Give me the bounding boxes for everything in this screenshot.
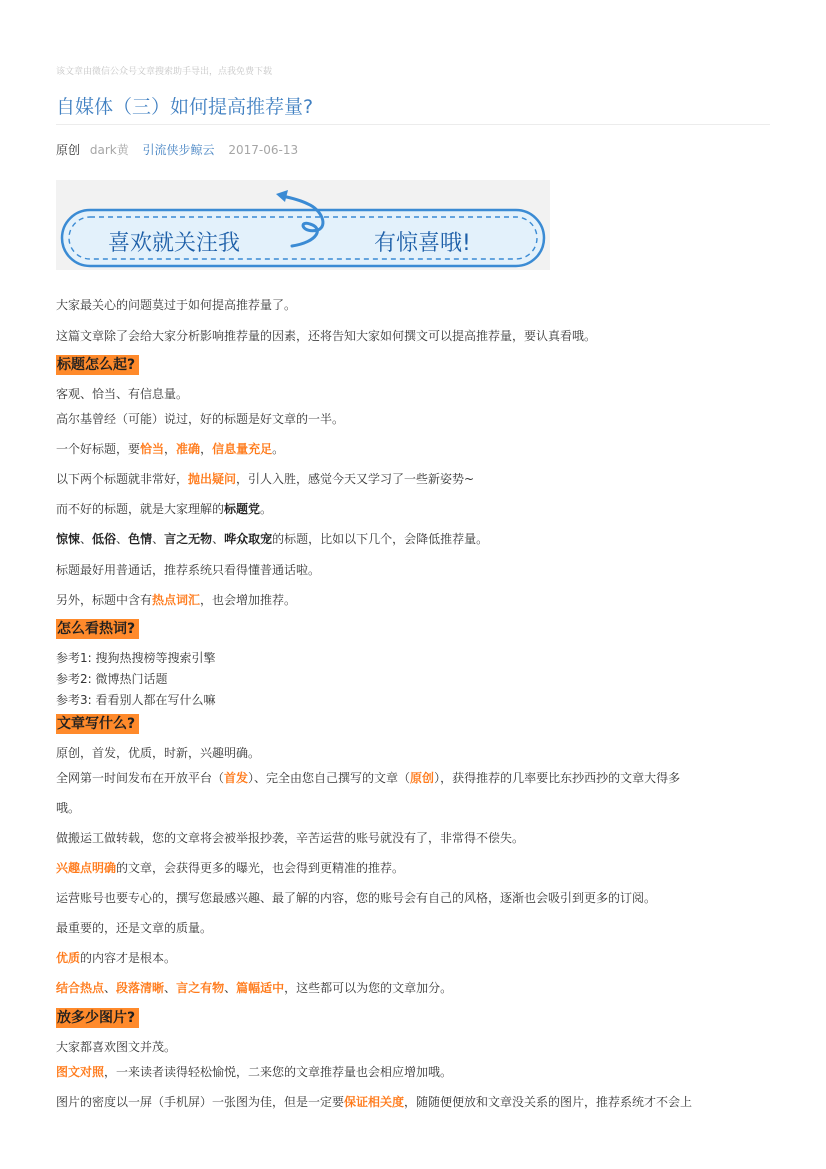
paragraph: 最重要的，还是文章的质量。 [56,921,213,935]
reference-item: 参考3: 看看别人都在写什么嘛 [56,693,216,707]
banner-right-text: 有惊喜哦! [374,231,471,256]
text: 的文章，会获得更多的曝光，也会得到更精准的推荐。 [116,861,405,875]
title-divider [56,124,770,125]
highlight-text: 图文对照 [56,1065,105,1079]
paragraph: 高尔基曾经（可能）说过，好的标题是好文章的一半。 [56,412,345,426]
bold-text: 色情 [128,532,153,546]
paragraph: 运营账号也要专心的，撰写您最感兴趣、最了解的内容，您的账号会有自己的风格，逐渐也会吸引到更多的订阅。 [56,891,657,905]
paragraph: 大家都喜欢图文并茂。 [56,1040,177,1054]
text: ）、完全由您自己撰写的文章（ [248,771,411,785]
highlight-text: 篇幅适中 [236,981,285,995]
text: 、 [152,532,165,546]
bold-text: 言之无物 [164,532,213,546]
highlight-text: 热点词汇 [152,593,201,607]
intro-paragraph-2: 这篇文章除了会给大家分析影响推荐量的因素，还将告知大家如何撰文可以提高推荐量，要认真看哦。 [56,329,597,343]
paragraph [56,591,296,608]
text: 的内容才是根本。 [80,951,177,965]
text: 以下两个标题就非常好， [56,472,189,486]
banner-left-text: 喜欢就关注我 [108,231,241,256]
bold-text: 哗众取宠 [224,532,273,546]
account-link[interactable]: 引流侠步鲸云 [142,143,215,157]
text: ， [164,442,177,456]
highlight-text: 兴趣点明确 [56,861,117,875]
highlight-text: 段落清晰 [116,981,165,995]
text: 、 [116,532,129,546]
text: 一个好标题，要 [56,442,141,456]
text: 、 [164,981,177,995]
section-heading-hotwords: 怎么看热词? [56,619,139,639]
highlight-text: 恰当 [140,442,165,456]
text: 另外，标题中含有 [56,593,153,607]
paragraph [56,530,488,547]
text: ，这些都可以为您的文章加分。 [284,981,453,995]
bold-text: 低俗 [92,532,117,546]
paragraph: 哦。 [56,801,81,815]
paragraph [56,859,404,876]
highlight-text: 保证相关度 [344,1095,405,1109]
paragraph [56,979,452,996]
original-tag: 原创 [56,143,81,157]
bold-text: 标题党 [224,502,261,516]
author-name: dark黄 [89,143,129,157]
highlight-text: 结合热点 [56,981,105,995]
reference-item: 参考1: 搜狗热搜榜等搜索引擎 [56,651,216,665]
reference-item: 参考2: 微博热门话题 [56,672,168,686]
text: 、 [212,532,225,546]
follow-banner-graphic [56,180,550,270]
text: ），获得推荐的几率要比东抄西抄的文章大得多 [434,771,681,785]
text: ，随随便便放和文章没关系的图片，推荐系统才不会上 [404,1095,693,1109]
text: 。 [260,502,273,516]
paragraph: 客观、恰当、有信息量。 [56,387,189,401]
text: ， [200,442,213,456]
section-heading-images: 放多少图片? [56,1008,139,1028]
text: 而不好的标题，就是大家理解的 [56,502,225,516]
paragraph: 标题最好用普通话，推荐系统只看得懂普通话啦。 [56,563,321,577]
text: 图片的密度以一屏（手机屏）一张图为佳，但是一定要 [56,1095,345,1109]
highlight-text: 信息量充足 [212,442,273,456]
paragraph [56,1063,452,1080]
highlight-text: 准确 [176,442,201,456]
highlight-text: 抛出疑问 [188,472,237,486]
paragraph [56,470,474,487]
highlight-text: 优质 [56,951,81,965]
paragraph [56,949,176,966]
text: 的标题，比如以下几个，会降低推荐量。 [272,532,489,546]
text: 、 [104,981,117,995]
paragraph [56,440,284,457]
text: 、 [80,532,93,546]
text: 全网第一时间发布在开放平台（ [56,771,225,785]
paragraph [56,769,680,786]
text: ，一来读者读得轻松愉悦，二来您的文章推荐量也会相应增加哦。 [104,1065,453,1079]
paragraph [56,1093,692,1110]
text: 、 [224,981,237,995]
follow-banner-image [56,180,550,270]
bold-text: 惊悚 [56,532,81,546]
text: 。 [272,442,285,456]
article-title: 自媒体（三）如何提高推荐量? [56,96,314,118]
paragraph: 原创，首发，优质，时新，兴趣明确。 [56,746,261,760]
highlight-text: 言之有物 [176,981,225,995]
paragraph: 做搬运工做转载，您的文章将会被举报抄袭，辛苦运营的账号就没有了，非常得不偿失。 [56,831,525,845]
section-heading-content: 文章写什么? [56,714,139,734]
intro-paragraph-1: 大家最关心的问题莫过于如何提高推荐量了。 [56,298,297,312]
paragraph [56,500,272,517]
highlight-text: 首发 [224,771,249,785]
text: ，引人入胜，感觉今天又学习了一些新姿势~ [236,472,475,486]
section-heading-title: 标题怎么起? [56,355,139,375]
export-notice-link[interactable]: 该文章由微信公众号文章搜索助手导出，点我免费下载 [56,67,273,77]
article-meta [56,141,298,158]
publish-date: 2017-06-13 [228,143,299,157]
text: ，也会增加推荐。 [200,593,297,607]
highlight-text: 原创 [410,771,435,785]
